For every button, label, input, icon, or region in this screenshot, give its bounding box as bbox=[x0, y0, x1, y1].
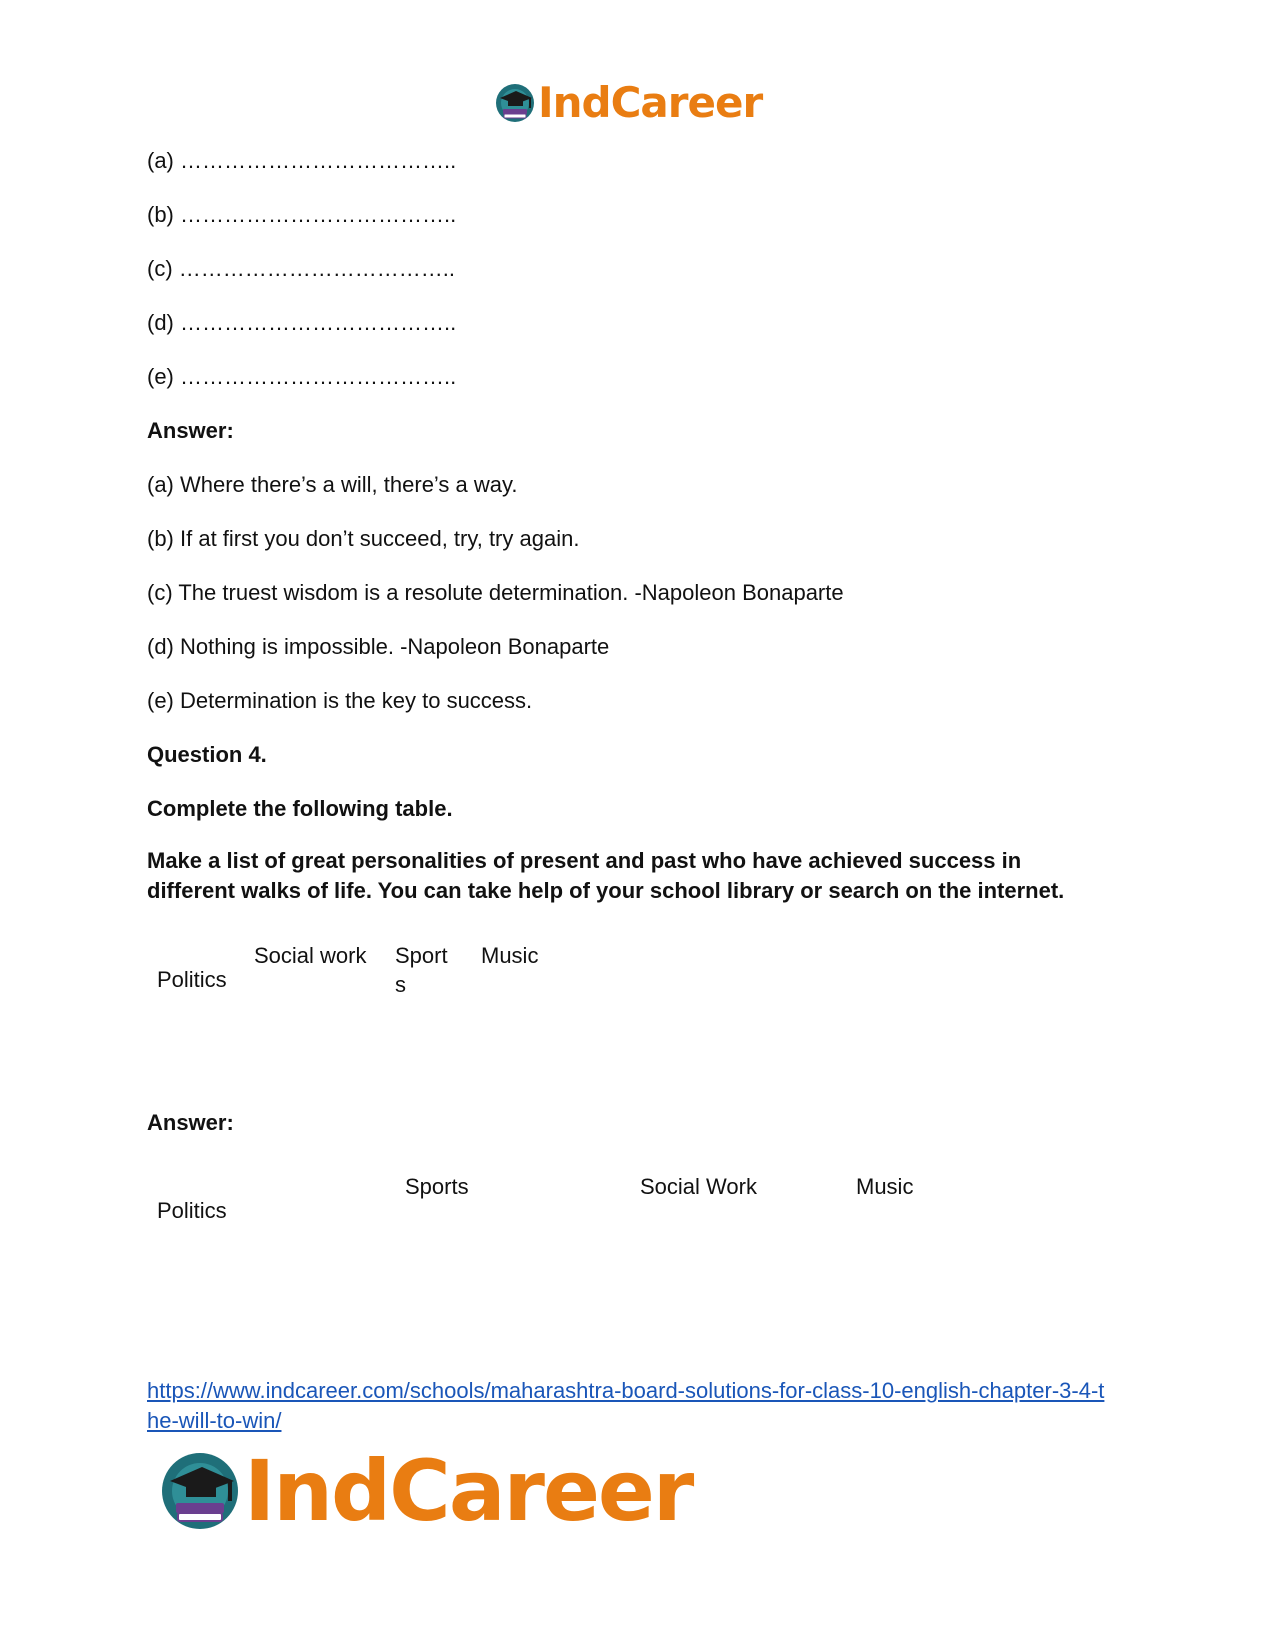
footer-url-link[interactable]: https://www.indcareer.com/schools/maharashtra-board-solutions-for-class-10-english-chapter-3-4-the-will-to-win/ bbox=[147, 1378, 1105, 1433]
answer-item-c: (c) The truest wisdom is a resolute determination. -Napoleon Bonaparte bbox=[147, 580, 844, 605]
logo-wordmark: IndCareer bbox=[244, 1442, 693, 1540]
blank-line-b: (b) ……………………………….. bbox=[147, 202, 457, 227]
answer-item-d: (d) Nothing is impossible. -Napoleon Bonaparte bbox=[147, 634, 610, 659]
answer-table-header-politics: Politics bbox=[157, 1198, 227, 1223]
logo-wordmark: IndCareer bbox=[538, 78, 763, 127]
indcareer-logo-bottom bbox=[158, 1442, 693, 1540]
question-title: Question 4. bbox=[147, 742, 267, 767]
answer-item-b: (b) If at first you don’t succeed, try, try again. bbox=[147, 526, 580, 551]
question-instruction: Complete the following table. bbox=[147, 796, 453, 821]
answer-item-a: (a) Where there’s a will, there’s a way. bbox=[147, 472, 518, 497]
indcareer-logo-top bbox=[494, 79, 762, 127]
graduation-cap-book-icon bbox=[158, 1449, 242, 1533]
graduation-cap-book-icon bbox=[494, 82, 536, 124]
answer-table-header-sports: Sports bbox=[405, 1174, 469, 1199]
table-header-sports-line1: Sport bbox=[395, 943, 448, 968]
answer-item-e: (e) Determination is the key to success. bbox=[147, 688, 533, 713]
blank-line-d: (d) ……………………………….. bbox=[147, 310, 457, 335]
table-header-music: Music bbox=[481, 943, 539, 968]
table-header-social-work: Social work bbox=[254, 943, 367, 968]
answer-heading: Answer: bbox=[147, 418, 234, 443]
question-prompt: Make a list of great personalities of present and past who have achieved success in different walks of life. You can take help of your school library or search on the internet. bbox=[147, 848, 1065, 903]
answer-table-header-social-work: Social Work bbox=[640, 1174, 757, 1199]
blank-line-a: (a) ……………………………….. bbox=[147, 148, 457, 173]
table-header-politics: Politics bbox=[157, 967, 227, 992]
answer-table-header-music: Music bbox=[856, 1174, 914, 1199]
table-header-sports-line2: s bbox=[395, 972, 406, 997]
answer2-heading: Answer: bbox=[147, 1110, 234, 1135]
blank-line-c: (c) ……………………………….. bbox=[147, 256, 455, 281]
blank-line-e: (e) ……………………………….. bbox=[147, 364, 457, 389]
